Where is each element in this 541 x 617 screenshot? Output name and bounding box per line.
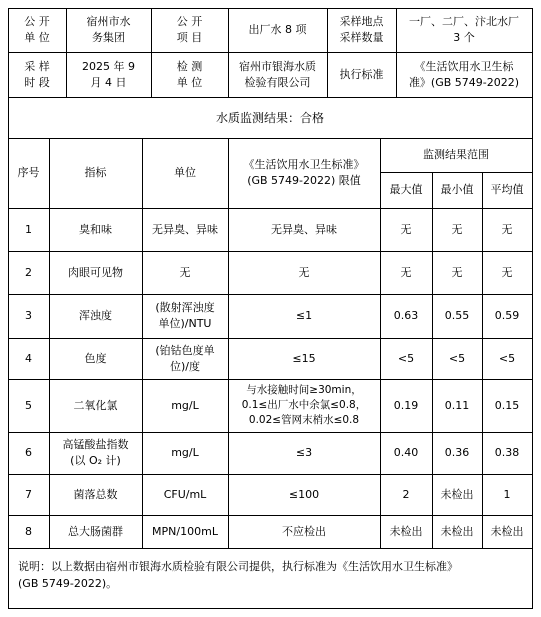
grid-line xyxy=(8,608,533,609)
grid-line xyxy=(8,379,533,380)
header-avg: 平均值 xyxy=(490,183,524,196)
table-cell-indicator: 色度 xyxy=(84,351,107,365)
table-cell-unit: 无 xyxy=(179,265,191,279)
testing-lab-label: 检 测 单 位 xyxy=(176,59,203,89)
table-cell-avg: 0.59 xyxy=(494,309,520,322)
grid-line xyxy=(380,172,533,173)
header-min: 最小值 xyxy=(440,183,474,196)
grid-line xyxy=(228,138,229,549)
publish-item-label: 公 开 项 目 xyxy=(176,15,203,44)
grid-line xyxy=(380,138,381,549)
standard-label: 执行标准 xyxy=(339,67,384,81)
table-cell-max: <5 xyxy=(397,351,415,365)
publish-item-value: 出厂水 8 项 xyxy=(248,23,307,36)
table-cell-max: 0.19 xyxy=(393,398,419,412)
table-cell-limit: ≤1 xyxy=(295,309,313,322)
sampling-time-value: 2025 年 9 月 4 日 xyxy=(82,59,135,89)
publish-unit-value: 宿州市水 务集团 xyxy=(86,15,131,44)
table-cell-min: 未检出 xyxy=(440,487,474,501)
grid-line xyxy=(8,474,533,475)
table-cell-max: 未检出 xyxy=(389,524,423,538)
header-seq: 序号 xyxy=(17,166,40,179)
table-cell-unit: CFU/mL xyxy=(163,487,207,501)
table-cell-indicator: 总大肠菌群 xyxy=(68,524,123,538)
table-cell-unit: (散射浑浊度 单位)/NTU xyxy=(155,301,215,330)
table-cell-indicator: 肉眼可见物 xyxy=(68,265,123,279)
footnote: 说明：以上数据由宿州市银海水质检验有限公司提供，执行标准为《生活饮用水卫生标准》 (GB 5749-2022)。 xyxy=(18,560,458,590)
header-indicator: 指标 xyxy=(84,166,107,179)
table-cell-min: 0.55 xyxy=(444,309,470,322)
table-cell-unit: 无异臭、异味 xyxy=(152,222,218,236)
table-cell-unit: MPN/100mL xyxy=(152,524,218,538)
table-cell-unit: (铂钴色度单 位)/度 xyxy=(155,343,215,373)
table-cell-max: 无 xyxy=(400,222,412,236)
grid-line xyxy=(8,294,533,295)
table-cell-limit: 无 xyxy=(298,265,310,279)
table-cell-indicator: 浑浊度 xyxy=(79,309,112,322)
table-cell-indicator: 臭和味 xyxy=(79,222,112,236)
table-cell-unit: mg/L xyxy=(171,398,199,412)
grid-line xyxy=(532,8,533,609)
table-cell-limit: 不应检出 xyxy=(282,524,326,538)
grid-line xyxy=(151,8,152,98)
grid-line xyxy=(8,8,9,609)
table-cell-min: 无 xyxy=(451,222,463,236)
standard-value: 《生活饮用水卫生标 准》(GB 5749-2022) xyxy=(408,59,520,89)
grid-line xyxy=(8,515,533,516)
table-cell-seq: 5 xyxy=(25,398,32,412)
grid-line xyxy=(8,338,533,339)
grid-line xyxy=(228,8,229,98)
grid-line xyxy=(482,172,483,549)
grid-line xyxy=(66,8,67,98)
table-cell-seq: 4 xyxy=(25,351,32,365)
table-cell-min: <5 xyxy=(448,351,466,365)
table-cell-indicator: 菌落总数 xyxy=(73,487,118,501)
table-cell-min: 无 xyxy=(451,265,463,279)
grid-line xyxy=(142,138,143,549)
table-cell-seq: 8 xyxy=(25,524,32,538)
grid-line xyxy=(49,138,50,549)
publish-unit-label: 公 开 单 位 xyxy=(24,15,50,44)
grid-line xyxy=(8,548,533,549)
grid-line xyxy=(8,208,533,209)
grid-line xyxy=(327,8,328,98)
header-limit: 《生活饮用水卫生标准》 (GB 5749-2022) 限值 xyxy=(243,158,365,187)
table-cell-indicator: 二氧化氯 xyxy=(73,398,118,412)
table-cell-avg: 无 xyxy=(501,265,513,279)
table-cell-avg: 无 xyxy=(501,222,513,236)
table-cell-limit: ≤15 xyxy=(292,351,316,365)
sampling-site-label: 采样地点 采样数量 xyxy=(339,15,384,44)
grid-line xyxy=(8,97,533,98)
testing-lab-value: 宿州市银海水质 检验有限公司 xyxy=(239,59,316,89)
grid-line xyxy=(8,8,533,9)
header-range: 监测结果范围 xyxy=(423,148,489,161)
table-cell-limit: 无异臭、异味 xyxy=(271,222,337,236)
grid-line xyxy=(432,172,433,549)
grid-line xyxy=(8,52,533,53)
sampling-time-label: 采 样 时 段 xyxy=(24,59,50,89)
table-cell-unit: mg/L xyxy=(171,446,199,459)
table-cell-max: 0.40 xyxy=(393,446,419,459)
table-cell-avg: 0.15 xyxy=(494,398,520,412)
table-cell-avg: <5 xyxy=(498,351,516,365)
table-cell-seq: 2 xyxy=(25,265,32,279)
table-cell-seq: 6 xyxy=(25,446,32,459)
result-banner: 水质监测结果：合格 xyxy=(215,110,324,125)
table-cell-seq: 1 xyxy=(25,222,32,236)
table-cell-avg: 0.38 xyxy=(494,446,520,459)
grid-line xyxy=(8,138,533,139)
table-cell-min: 0.36 xyxy=(444,446,470,459)
table-cell-limit: 与水接触时间≥30min， 0.1≤出厂水中余氯≤0.8， 0.02≤管网末梢水≤0.8 xyxy=(241,384,367,426)
table-cell-limit: ≤3 xyxy=(295,446,313,459)
table-cell-limit: ≤100 xyxy=(288,487,320,501)
grid-line xyxy=(8,432,533,433)
table-cell-min: 0.11 xyxy=(444,398,470,412)
sampling-site-value: 一厂、二厂、汴北水厂 3 个 xyxy=(409,15,519,44)
table-cell-indicator: 高锰酸盐指数 (以 O₂ 计) xyxy=(62,438,129,467)
table-cell-max: 无 xyxy=(400,265,412,279)
table-cell-avg: 1 xyxy=(503,487,511,501)
table-cell-seq: 3 xyxy=(25,309,32,322)
grid-line xyxy=(8,251,533,252)
table-cell-max: 2 xyxy=(402,487,410,501)
table-cell-min: 未检出 xyxy=(440,524,474,538)
table-cell-max: 0.63 xyxy=(393,309,419,322)
table-cell-seq: 7 xyxy=(25,487,32,501)
header-max: 最大值 xyxy=(389,183,423,196)
header-unit: 单位 xyxy=(174,166,196,179)
grid-line xyxy=(396,8,397,98)
table-cell-avg: 未检出 xyxy=(490,524,524,538)
